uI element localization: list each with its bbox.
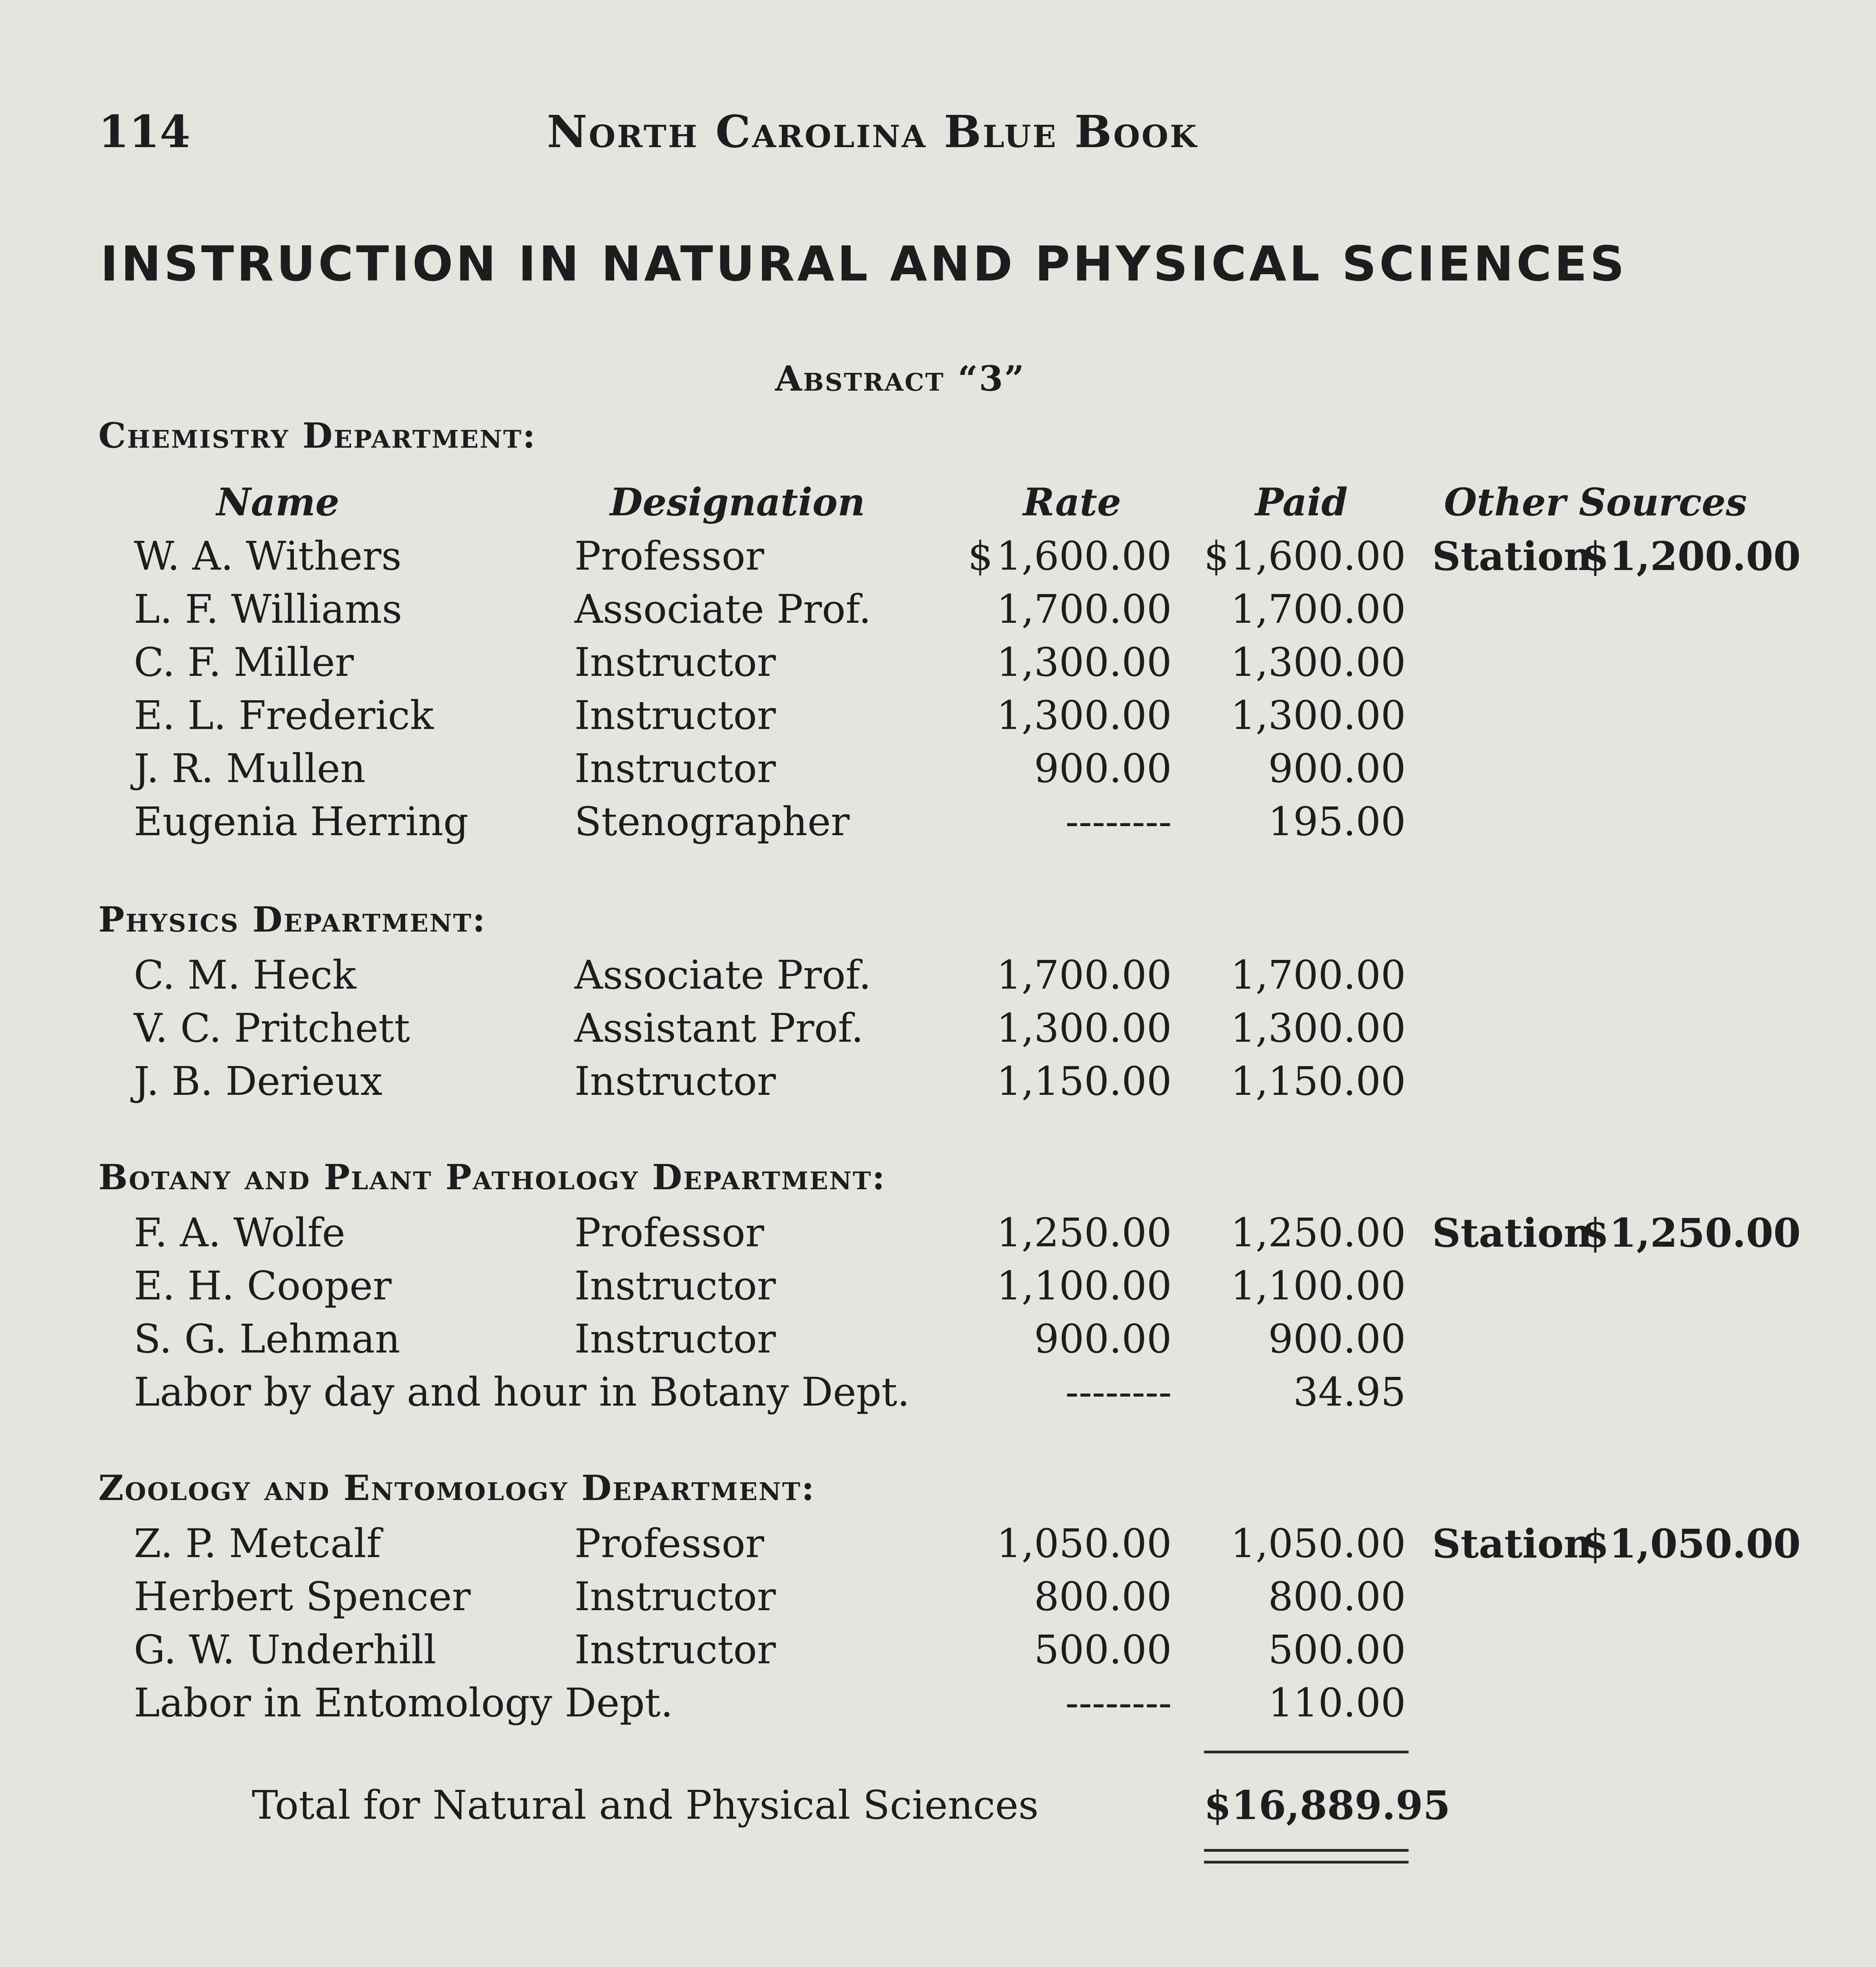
row-rate: 1,050.00 <box>996 1520 1172 1567</box>
double-rule-bottom <box>1204 1861 1409 1864</box>
row-rate: 900.00 <box>1034 745 1172 792</box>
table-row <box>0 1627 1876 1678</box>
row-paid: 110.00 <box>1268 1680 1406 1726</box>
row-paid: 1,300.00 <box>1230 692 1406 738</box>
row-rate: 1,700.00 <box>996 586 1172 632</box>
table-row <box>0 1680 1876 1731</box>
dept-chemistry: Chemistry Department: <box>98 415 537 456</box>
col-header-name: Name <box>216 480 340 524</box>
table-row <box>0 952 1876 1003</box>
row-rate: 1,300.00 <box>996 692 1172 738</box>
row-name: E. L. Frederick <box>134 692 434 738</box>
row-designation: Associate Prof. <box>574 952 872 998</box>
row-rate: 1,150.00 <box>996 1058 1172 1104</box>
table-row <box>0 1005 1876 1056</box>
row-designation: Instructor <box>574 639 776 685</box>
row-rate: 1,250.00 <box>996 1210 1172 1256</box>
paid-dollar: $ <box>1204 533 1229 579</box>
table-row <box>0 745 1876 797</box>
row-paid: 1,100.00 <box>1230 1263 1406 1309</box>
row-name: Labor by day and hour in Botany Dept. <box>134 1369 910 1415</box>
row-designation: Instructor <box>574 1058 776 1104</box>
row-designation: Associate Prof. <box>574 586 872 632</box>
dept-zoology: Zoology and Entomology Department: <box>98 1467 816 1508</box>
row-designation: Assistant Prof. <box>574 1005 864 1051</box>
row-other-amount: $1,250.00 <box>1582 1210 1801 1256</box>
row-name: J. B. Derieux <box>134 1058 383 1104</box>
total-value-natural: $16,889.95 <box>1204 1782 1451 1829</box>
row-rate: -------- <box>1065 799 1172 845</box>
row-name: Z. P. Metcalf <box>134 1520 381 1567</box>
row-other-amount: $1,200.00 <box>1582 533 1801 579</box>
section-title-natural-physical: INSTRUCTION IN NATURAL AND PHYSICAL SCIENCES <box>100 236 1627 292</box>
col-header-paid: Paid <box>1255 480 1348 524</box>
table-row <box>0 1263 1876 1314</box>
row-name: C. F. Miller <box>134 639 354 685</box>
row-name: Labor in Entomology Dept. <box>134 1680 673 1726</box>
row-paid: 800.00 <box>1268 1574 1406 1620</box>
row-designation: Stenographer <box>574 799 850 845</box>
row-other-label: Station <box>1432 1210 1592 1256</box>
row-paid: 1,300.00 <box>1230 1005 1406 1051</box>
total-label-natural: Total for Natural and Physical Sciences <box>252 1782 1039 1828</box>
table-row <box>0 1369 1876 1420</box>
row-paid: 500.00 <box>1268 1627 1406 1673</box>
col-header-other-sources: Other Sources <box>1444 480 1747 524</box>
row-paid: 34.95 <box>1293 1369 1406 1415</box>
row-designation: Instructor <box>574 1263 776 1309</box>
dept-botany: Botany and Plant Pathology Department: <box>98 1157 886 1198</box>
table-row <box>0 692 1876 744</box>
row-designation: Professor <box>574 1210 764 1256</box>
row-rate: 500.00 <box>1034 1627 1172 1673</box>
row-name: S. G. Lehman <box>134 1316 401 1362</box>
row-name: G. W. Underhill <box>134 1627 436 1673</box>
row-name: Eugenia Herring <box>134 799 469 845</box>
row-rate: -------- <box>1065 1680 1172 1726</box>
col-header-designation: Designation <box>610 480 865 524</box>
row-designation: Professor <box>574 533 764 579</box>
table-row <box>0 799 1876 850</box>
table-row <box>0 639 1876 690</box>
dept-physics: Physics Department: <box>98 899 487 940</box>
row-rate: 900.00 <box>1034 1316 1172 1362</box>
total-rule <box>1204 1751 1409 1753</box>
row-paid: 1,250.00 <box>1230 1210 1406 1256</box>
row-rate: 1,300.00 <box>996 639 1172 685</box>
row-rate: 1,100.00 <box>996 1263 1172 1309</box>
table-row <box>0 1210 1876 1261</box>
row-rate: -------- <box>1065 1369 1172 1415</box>
row-paid: 1,300.00 <box>1230 639 1406 685</box>
row-paid: 1,600.00 <box>1230 533 1406 579</box>
page-number: 114 <box>98 106 190 158</box>
table-row <box>0 533 1876 584</box>
col-header-rate: Rate <box>1023 480 1121 524</box>
row-designation: Professor <box>574 1520 764 1567</box>
table-row <box>0 1058 1876 1109</box>
row-designation: Instructor <box>574 1574 776 1620</box>
abstract-label: Abstract “3” <box>775 358 1025 399</box>
row-name: L. F. Williams <box>134 586 403 632</box>
row-name: Herbert Spencer <box>134 1574 471 1620</box>
row-other-label: Station <box>1432 533 1592 579</box>
row-other-amount: $1,050.00 <box>1582 1520 1801 1567</box>
row-paid: 900.00 <box>1268 1316 1406 1362</box>
row-designation: Instructor <box>574 692 776 738</box>
running-head <box>98 106 1751 169</box>
row-paid: 900.00 <box>1268 745 1406 792</box>
row-paid: 1,700.00 <box>1230 586 1406 632</box>
row-rate: 1,300.00 <box>996 1005 1172 1051</box>
row-name: C. M. Heck <box>134 952 356 998</box>
table-row <box>0 586 1876 637</box>
row-name: V. C. Pritchett <box>134 1005 410 1051</box>
row-paid: 1,050.00 <box>1230 1520 1406 1567</box>
row-paid: 1,150.00 <box>1230 1058 1406 1104</box>
row-designation: Instructor <box>574 745 776 792</box>
row-other-label: Station <box>1432 1520 1592 1567</box>
rate-dollar: $ <box>968 533 993 579</box>
row-rate: 800.00 <box>1034 1574 1172 1620</box>
row-designation: Instructor <box>574 1627 776 1673</box>
row-rate: 1,600.00 <box>996 533 1172 579</box>
book-title: North Carolina Blue Book <box>547 106 1198 158</box>
double-rule-top <box>1204 1849 1409 1852</box>
table-row <box>0 1574 1876 1625</box>
row-designation: Instructor <box>574 1316 776 1362</box>
table-row <box>0 1316 1876 1367</box>
row-name: E. H. Cooper <box>134 1263 392 1309</box>
row-paid: 1,700.00 <box>1230 952 1406 998</box>
table-row <box>0 1520 1876 1572</box>
row-name: W. A. Withers <box>134 533 402 579</box>
row-rate: 1,700.00 <box>996 952 1172 998</box>
row-paid: 195.00 <box>1268 799 1406 845</box>
row-name: F. A. Wolfe <box>134 1210 345 1256</box>
row-name: J. R. Mullen <box>134 745 366 792</box>
